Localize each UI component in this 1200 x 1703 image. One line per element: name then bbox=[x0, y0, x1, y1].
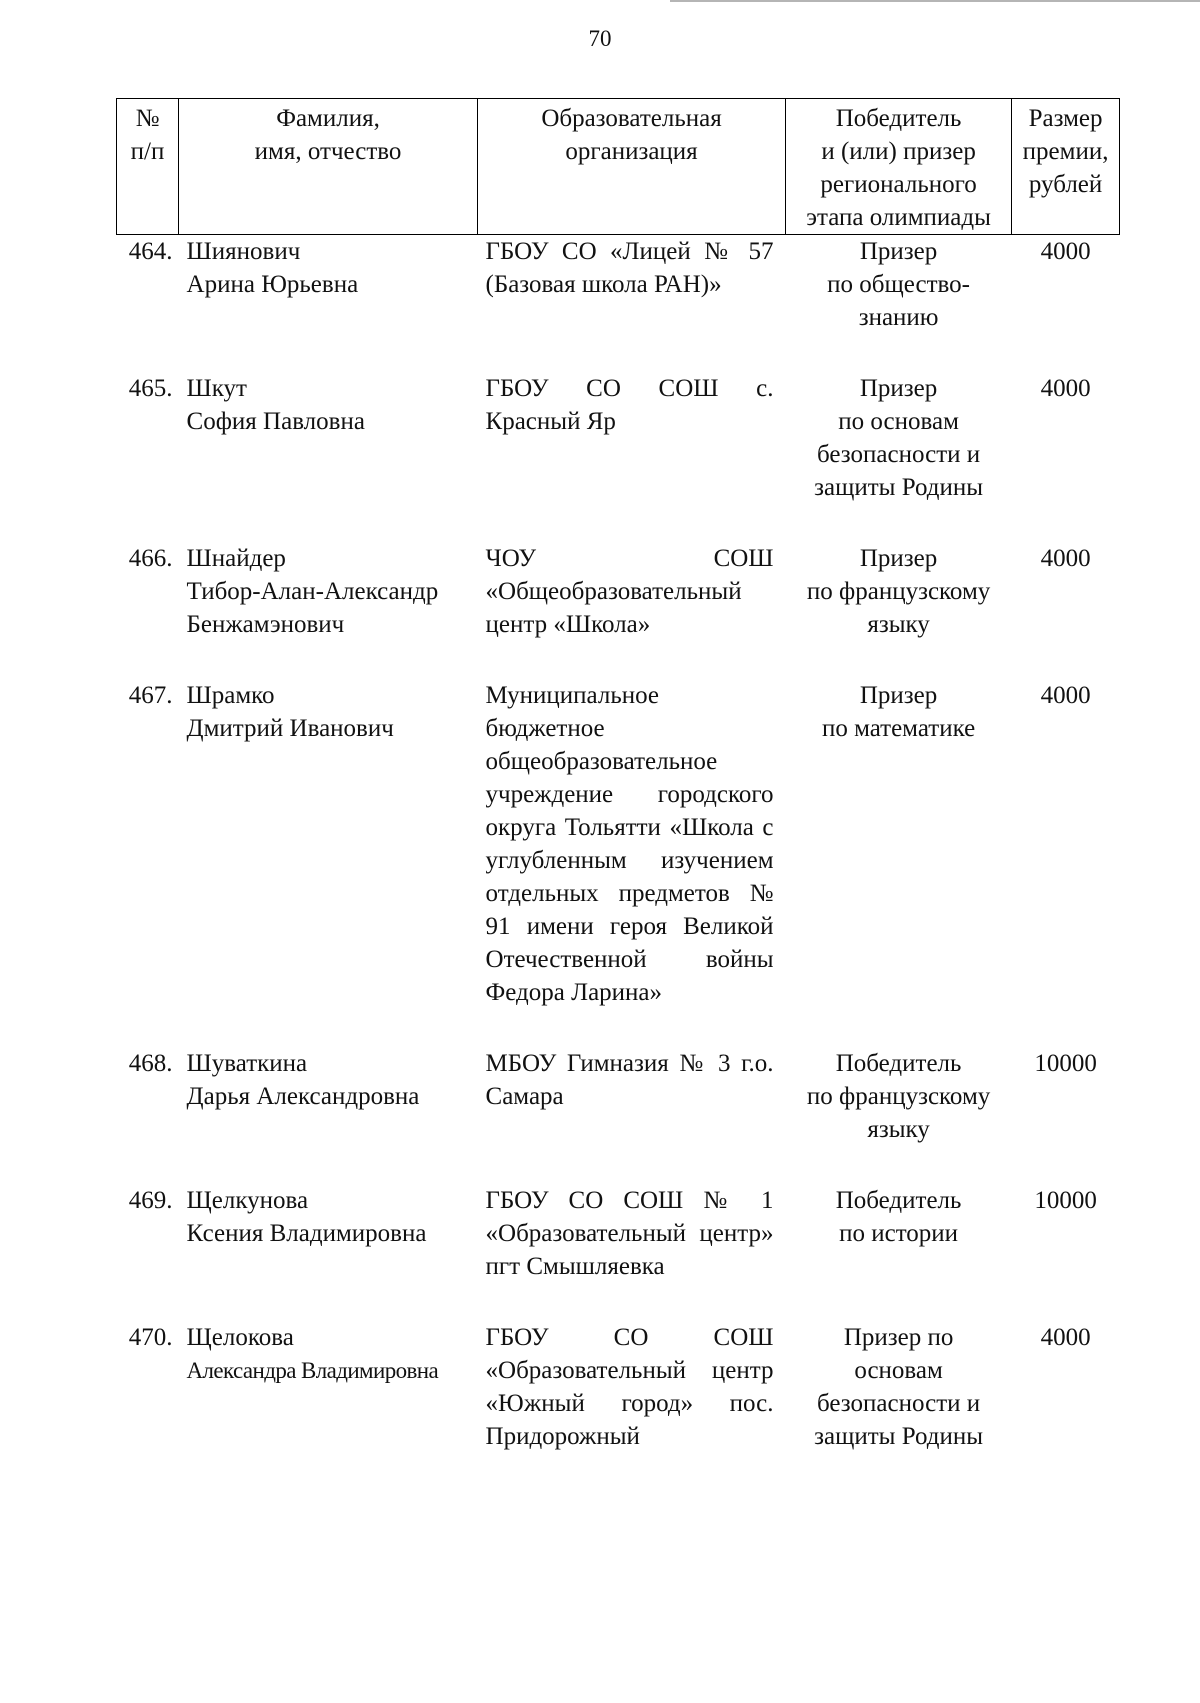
surname: Шиянович bbox=[186, 238, 301, 265]
award-line: по французскому bbox=[806, 578, 991, 605]
award-line: Победитель bbox=[835, 1050, 962, 1077]
award-line: Победитель bbox=[835, 1187, 962, 1214]
participant-name bbox=[179, 1047, 478, 1184]
given-name: Тибор-Алан-Александр bbox=[186, 578, 439, 605]
header-num bbox=[117, 99, 179, 235]
award-line: безопасности и bbox=[817, 1390, 981, 1417]
participant-name bbox=[179, 679, 478, 1047]
table-row bbox=[117, 235, 1120, 373]
row-number: 467. bbox=[128, 682, 173, 709]
participant-name bbox=[179, 1321, 478, 1491]
table-row bbox=[117, 1047, 1120, 1184]
prize-amount: 4000 bbox=[1040, 1324, 1091, 1351]
award-line: Призер bbox=[859, 238, 938, 265]
prize-amount: 4000 bbox=[1040, 545, 1091, 572]
row-number: 466. bbox=[128, 545, 173, 572]
page-number: 70 bbox=[588, 26, 612, 51]
award-line: безопасности и bbox=[817, 441, 981, 468]
award-line: защиты Родины bbox=[814, 474, 984, 501]
table-row bbox=[117, 1184, 1120, 1321]
surname: Щелкунова bbox=[186, 1187, 309, 1214]
award-line: основам bbox=[854, 1357, 943, 1384]
header-award bbox=[786, 99, 1012, 235]
award bbox=[786, 372, 1012, 542]
prize-amount: 10000 bbox=[1034, 1187, 1097, 1214]
table-row bbox=[117, 542, 1120, 679]
organization: ГБОУ СО СОШ «Образовательный центр «Южный город» пос. Придорожный bbox=[485, 1324, 774, 1450]
header-prize-line: премии, bbox=[1022, 138, 1109, 165]
table-row bbox=[117, 679, 1120, 1047]
header-name-line: имя, отчество bbox=[254, 138, 402, 165]
header-row bbox=[117, 99, 1120, 235]
prize-amount: 4000 bbox=[1040, 238, 1091, 265]
row-number: 470. bbox=[128, 1324, 173, 1351]
award-line: Призер bbox=[859, 545, 938, 572]
header-name-line: Фамилия, bbox=[276, 105, 380, 132]
participant-name bbox=[179, 372, 478, 542]
row-number: 464. bbox=[128, 238, 173, 265]
award-line: Призер bbox=[859, 682, 938, 709]
award bbox=[786, 1321, 1012, 1491]
award-line: защиты Родины bbox=[814, 1423, 984, 1450]
award-line: языку bbox=[867, 611, 930, 638]
surname: Шнайдер bbox=[186, 545, 286, 572]
patronymic: Бенжамэнович bbox=[186, 611, 345, 638]
header-org bbox=[478, 99, 786, 235]
prize-amount: 4000 bbox=[1040, 375, 1091, 402]
award-line: знанию bbox=[858, 304, 939, 331]
organization: ГБОУ СО «Лицей № 57 (Базовая школа РАН)» bbox=[485, 238, 774, 298]
header-award-line: Победитель bbox=[835, 105, 962, 132]
given-name: Александра Владимировна bbox=[186, 1358, 439, 1383]
participant-name bbox=[179, 1184, 478, 1321]
header-award-line: регионального bbox=[820, 171, 977, 198]
award-line: по истории bbox=[839, 1220, 959, 1247]
header-prize-line: Размер bbox=[1028, 105, 1103, 132]
organization: Муниципальное бюджетное общеобразовательное учреждение городского округа Тольятти «Школа с углубленным изучением отдельных предметов № 91 имени героя Великой Отечественной войны Федора Ларина» bbox=[485, 682, 774, 1006]
table-row bbox=[117, 1321, 1120, 1491]
header-org-line: организация bbox=[565, 138, 698, 165]
prize-amount: 10000 bbox=[1034, 1050, 1097, 1077]
header-prize-line: рублей bbox=[1028, 171, 1103, 198]
row-number: 469. bbox=[128, 1187, 173, 1214]
award-line: языку bbox=[867, 1116, 930, 1143]
olympiad-winners-table bbox=[116, 98, 1120, 1491]
given-name: Дарья Александровна bbox=[186, 1083, 420, 1110]
table-header bbox=[117, 99, 1120, 235]
organization: ГБОУ СО СОШ с. Красный Яр bbox=[485, 375, 774, 435]
table-row bbox=[117, 372, 1120, 542]
surname: Шрамко bbox=[186, 682, 275, 709]
award bbox=[786, 235, 1012, 373]
award bbox=[786, 679, 1012, 1047]
surname: Щелокова bbox=[186, 1324, 294, 1351]
organization: ЧОУ СОШ «Общеобразовательный центр «Школа» bbox=[485, 545, 774, 638]
award bbox=[786, 1184, 1012, 1321]
surname: Шуваткина bbox=[186, 1050, 308, 1077]
header-award-line: и (или) призер bbox=[821, 138, 976, 165]
header-num-line: п/п bbox=[130, 138, 165, 165]
scan-edge-line bbox=[670, 0, 1200, 2]
award-line: по математике bbox=[821, 715, 976, 742]
given-name: София Павловна bbox=[186, 408, 365, 435]
award-line: по общество- bbox=[827, 271, 970, 298]
prize-amount: 4000 bbox=[1040, 682, 1091, 709]
given-name: Ксения Владимировна bbox=[186, 1220, 427, 1247]
award bbox=[786, 542, 1012, 679]
row-number: 465. bbox=[128, 375, 173, 402]
participant-name bbox=[179, 235, 478, 373]
given-name: Дмитрий Иванович bbox=[186, 715, 394, 742]
header-name bbox=[179, 99, 478, 235]
organization: МБОУ Гимназия № 3 г.о. Самара bbox=[485, 1050, 774, 1110]
row-number: 468. bbox=[128, 1050, 173, 1077]
header-prize bbox=[1012, 99, 1120, 235]
header-award-line: этапа олимпиады bbox=[806, 204, 991, 231]
award-line: Призер по bbox=[843, 1324, 954, 1351]
award-line: по основам bbox=[838, 408, 959, 435]
table-body bbox=[117, 235, 1120, 1492]
award bbox=[786, 1047, 1012, 1184]
award-line: по французскому bbox=[806, 1083, 991, 1110]
header-org-line: Образовательная bbox=[541, 105, 722, 132]
header-num-line: № bbox=[135, 105, 160, 132]
organization: ГБОУ СО СОШ № 1 «Образовательный центр» пгт Смышляевка bbox=[485, 1187, 774, 1280]
given-name: Арина Юрьевна bbox=[186, 271, 359, 298]
participant-name bbox=[179, 542, 478, 679]
surname: Шкут bbox=[186, 375, 247, 402]
award-line: Призер bbox=[859, 375, 938, 402]
